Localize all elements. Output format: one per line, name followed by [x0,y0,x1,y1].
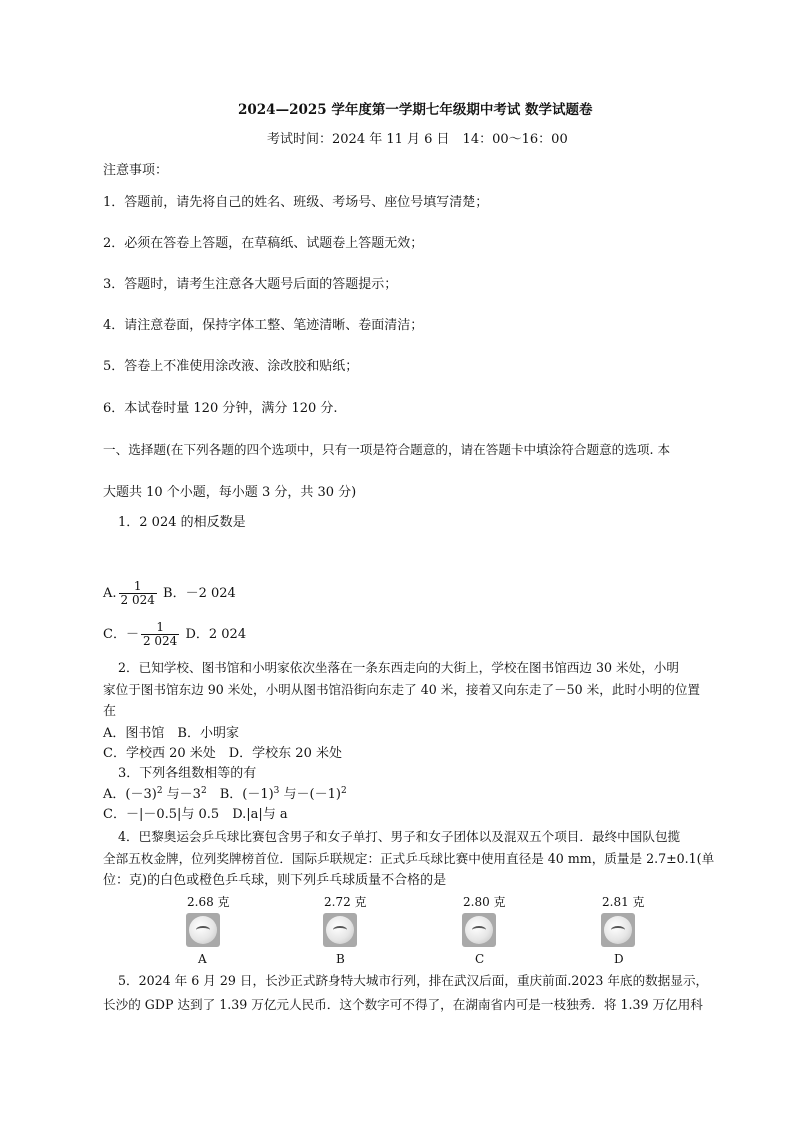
notice-item: 5．答卷上不准使用涂改液、涂改胶和贴纸； [103,359,359,374]
question-2-line: 家位于图书馆东边 90 米处，小明从图书馆沿街向东走了 40 米，接着又向东走了－50 米，此时小明的位置 [103,682,701,697]
ball-weight: 2.81 克 [602,895,645,909]
question-1-options-ab [103,580,236,608]
question-3-stem: 3．下列各组数相等的有 [118,766,257,781]
option-a-label: A. [103,586,117,601]
ball-label: D [614,952,624,966]
ball-weight: 2.80 克 [463,895,506,909]
question-3-options-ab: A．$(-3)^2$ 与$-3^2$ B．$(-1)^3$ 与$-(-1)^2$ [103,786,347,802]
ball-label: C [475,952,485,966]
ping-pong-ball-image [601,913,635,947]
notice-item: 4．请注意卷面，保持字体工整、笔迹清晰、卷面清洁； [103,318,424,333]
question-4-line: 4．巴黎奥运会乒乓球比赛包含男子和女子单打、男子和女子团体以及混双五个项目．最终中国队包揽 [118,829,681,844]
question-5-line: 5．2024 年 6 月 29 日，长沙正式跻身特大城市行列，排在武汉后面，重庆前面.2023 年底的数据显示， [118,973,709,988]
ping-pong-ball-image [186,913,220,947]
question-4-line: 全部五枚金牌，位列奖牌榜首位．国际乒联规定：正式乒乓球比赛中使用直径是 40 mm，质量是 2.7±0.1(单 [103,851,715,866]
notice-item: 1．答题前，请先将自己的姓名、班级、考场号、座位号填写清楚； [103,195,489,210]
option-b: B．－2 024 [163,586,236,601]
ball-weight: 2.68 克 [187,895,230,909]
question-2-options-cd: C．学校西 20 米处 D．学校东 20 米处 [103,746,342,761]
question-2-line: 在 [103,704,117,719]
question-3-options-cd: C．－|－0.5|与 0.5 D.|a|与 a [103,807,288,822]
question-2-options-ab: A．图书馆 B．小明家 [103,726,239,741]
notice-item: 3．答题时，请考生注意各大题号后面的答题提示； [103,277,398,292]
exam-title: 2024—2025 学年度第一学期七年级期中考试 数学试题卷 [238,102,593,118]
exam-time: 考试时间：2024 年 11 月 6 日 14：00～16：00 [267,132,568,147]
ball-label: B [336,952,345,966]
question-1-options-cd [103,621,246,649]
question-4-line: 位：克)的白色或橙色乒乓球，则下列乒乓球质量不合格的是 [103,873,447,888]
section-heading-line1: 一、选择题(在下列各题的四个选项中，只有一项是符合题意的，请在答题卡中填涂符合题意的选项. 本 [103,442,671,457]
notice-item: 6．本试卷时量 120 分钟，满分 120 分. [103,401,338,416]
fraction: $\frac{1}{2 024}$ [120,579,155,607]
fraction: $\frac{1}{2 024}$ [142,620,178,648]
ping-pong-ball-image [462,913,496,947]
question-1-stem: 1．2 024 的相反数是 [118,515,246,530]
notice-item: 2．必须在答卷上答题，在草稿纸、试题卷上答题无效； [103,236,424,251]
option-c-label: C．－ [103,627,139,642]
ball-label: A [198,952,207,966]
notice-heading: 注意事项： [103,163,169,178]
question-2-line: 2．已知学校、图书馆和小明家依次坐落在一条东西走向的大街上，学校在图书馆西边 30 米处，小明 [118,660,679,675]
question-5-line: 长沙的 GDP 达到了 1.39 万亿元人民币．这个数字可不得了，在湖南省内可是一枝独秀．将 1.39 万亿用科 [103,997,703,1012]
option-d: D．2 024 [185,627,247,642]
ball-weight: 2.72 克 [324,895,367,909]
section-heading-line2: 大题共 10 个小题，每小题 3 分，共 30 分) [103,485,357,500]
ping-pong-ball-image [323,913,357,947]
